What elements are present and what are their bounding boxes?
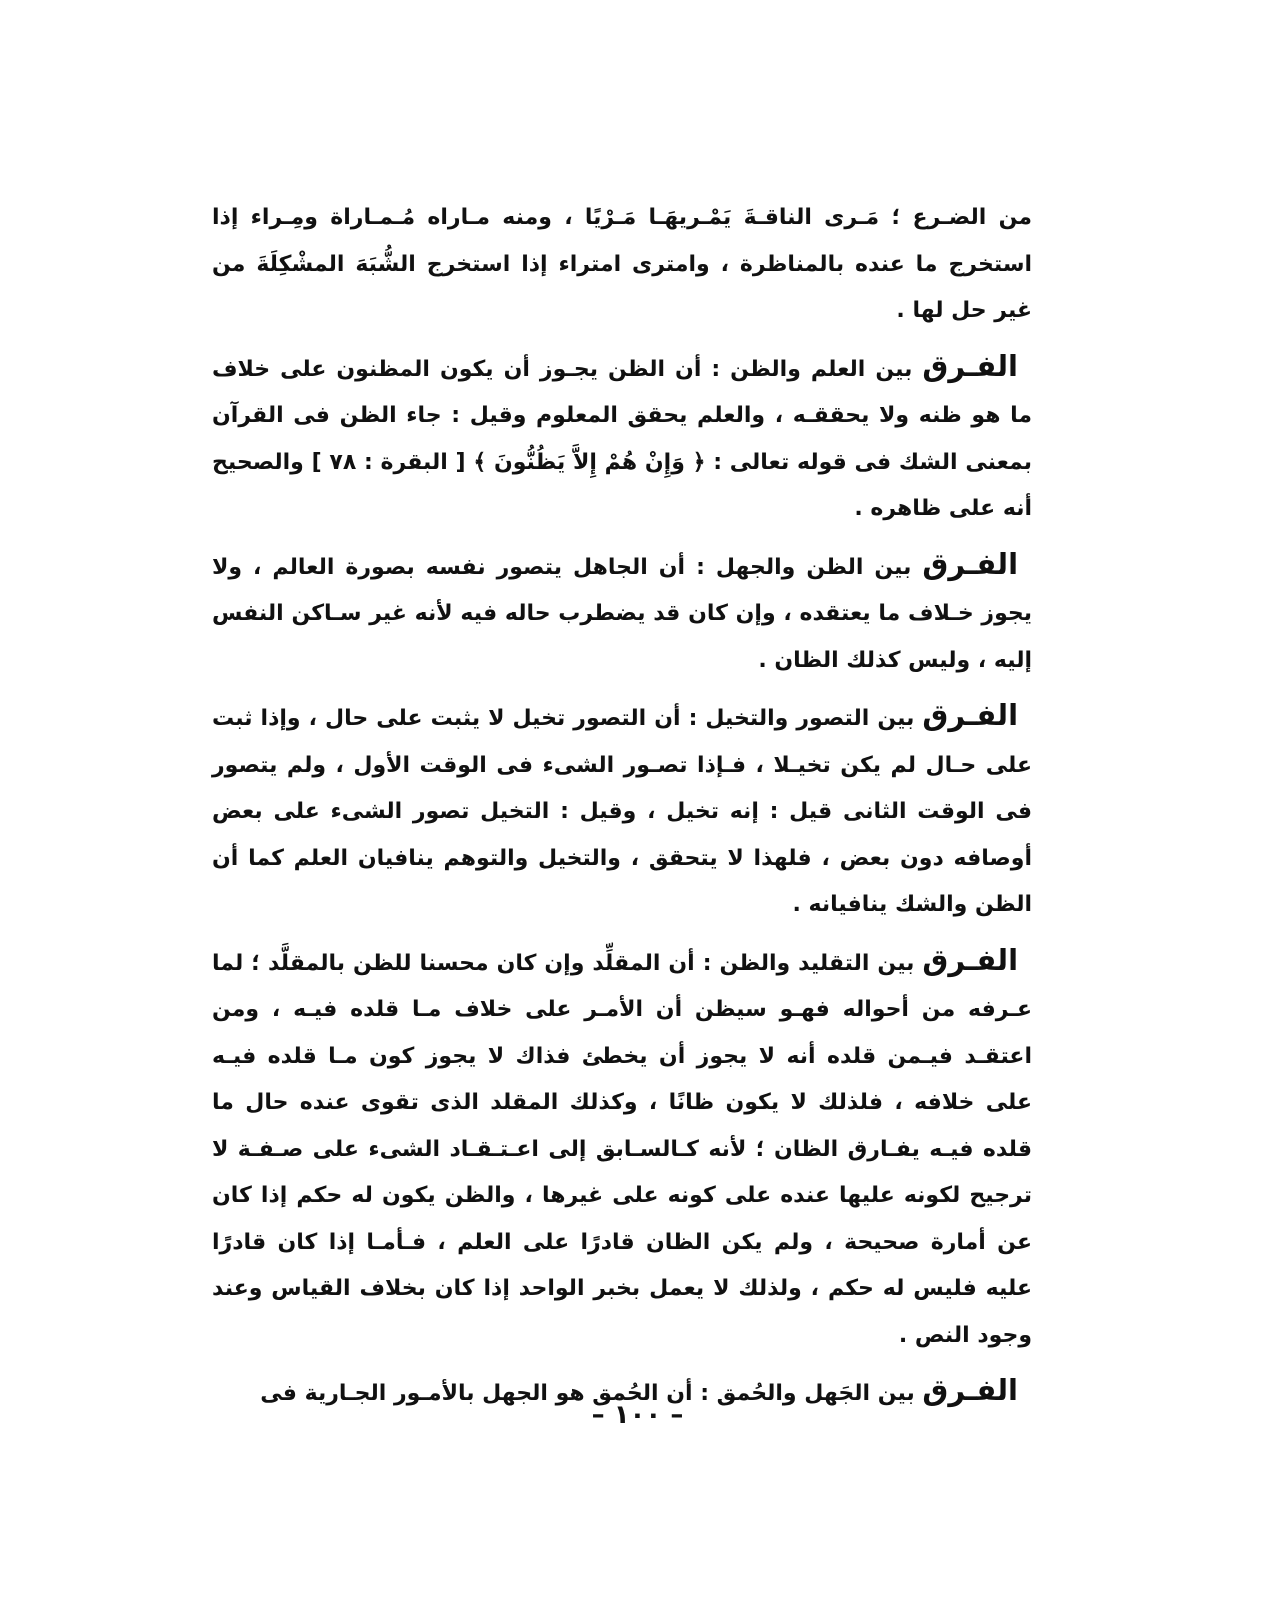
entry-heading: بين العلم والظن :: [701, 356, 923, 382]
entry-term: الفـرق: [922, 698, 1019, 732]
entry-term: الفـرق: [922, 546, 1019, 581]
entry-term: الفـرق: [922, 942, 1019, 977]
entry-heading: بين الجَهل والحُمق :: [692, 1381, 923, 1406]
entry-term: الفـرق: [922, 348, 1018, 383]
entry-heading: بين التقليد والظن :: [694, 950, 923, 976]
entry-heading: بين الظن والجهل :: [685, 554, 923, 580]
paragraph-imitation-vs-supposition: [212, 937, 1032, 1360]
paragraph-text: أن التصور تخيل لا يثبت على حال ، وإذا ثبت على حـال لم يكن تخيـلا ، فـإذا تصـور الشىء فى الوقت الأول ، ولم يتصور فى الوقت الثانى قيل : إنه تخيل ، وقيل : التخيل تصور الشىء على بعض أوصافه دون بعض ، فلهذا لا يتحقق ، والتخيل والتوهم ينافيان العلم كما أن الظن والشك ينافيانه .: [212, 706, 1032, 917]
paragraph-text: أن الحُمق هو الجهل بالأمـور الجـارية فى: [260, 1381, 693, 1406]
paragraph-text: من الضـرع ؛ مَـرى الناقـةَ يَمْـريهَـا مَـرْيًا ، ومنه مـاراه مُـمـاراة ومِـراء إذا استخرج ما عنده بالمناظرة ، وامترى امتراء إذا استخرج الشُّبَهَ المشْكِلَةَ من غير حل لها .: [212, 205, 1032, 323]
entry-heading: بين التصور والتخيل :: [680, 706, 923, 731]
paragraph-text: أن الظن يجـوز أن يكون المظنون على خلاف ما هو ظنه ولا يحققـه ، والعلم يحقق المعلوم وقيل : جاء الظن فى القرآن بمعنى الشك فى قوله تعالى : ﴿ وَإِنْ هُمْ إِلاَّ يَظُنُّونَ ﴾ [ البقرة : ٧٨ ] والصحيح أنه على ظاهره .: [212, 356, 1032, 521]
paragraph-conception-vs-imagination: [212, 692, 1032, 929]
entry-term: الفـرق: [922, 1373, 1018, 1407]
paragraph-knowledge-vs-supposition: [212, 343, 1032, 533]
paragraph-intro: [212, 195, 1032, 335]
main-text-block: [212, 195, 1032, 1426]
paragraph-text: أن المقلِّد وإن كان محسنا للظن بالمقلَّد ؛ لما عـرفه من أحواله فهـو سيظن أن الأمـر على خلاف مـا قلده فيـه ، ومن اعتقـد فيـمن قلده أنه لا يجوز أن يخطئ فذاك لا يجوز كون مـا قلده فيـه على خلافه ، فلذلك لا يكون ظانًا ، وكذلك المقلد الذى تقوى عنده حال ما قلده فيـه يفـارق الظان ؛ لأنه كـالسـابق إلى اعـتـقـاد الشىء على صـفـة لا ترجيح لكونه عليها عنده على كونه على غيرها ، والظن يكون له حكم إذا كان عن أمارة صحيحة ، ولم يكن الظان قادرًا على العلم ، فـأمـا إذا كان قادرًا عليه فليس له حكم ، ولذلك لا يعمل بخبر الواحد إذا كان بخلاف القياس وعند وجود النص .: [212, 950, 1032, 1348]
paragraph-supposition-vs-ignorance: [212, 541, 1032, 685]
paragraph-text: أن الجاهل يتصور نفسه بصورة العالم ، ولا يجوز خـلاف ما يعتقده ، وإن كان قد يضطرب حاله فيه لأنه غير سـاكن النفس إليه ، وليس كذلك الظان .: [212, 554, 1032, 673]
page-number: – ١٠٠ –: [591, 1400, 684, 1430]
